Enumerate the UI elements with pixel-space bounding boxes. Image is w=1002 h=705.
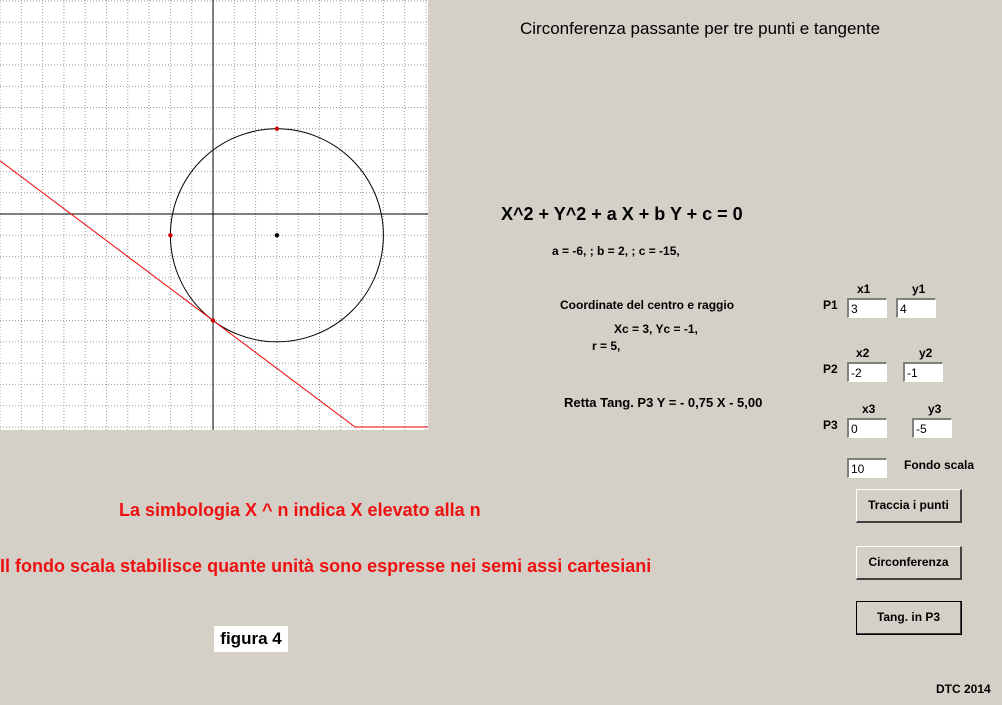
credit-text: DTC 2014 [936, 682, 991, 696]
p2-label: P2 [823, 362, 838, 376]
x2-input[interactable]: -2 [847, 362, 887, 382]
x3-label: x3 [862, 402, 876, 416]
radius-readout: r = 5, [592, 339, 621, 353]
p1-label: P1 [823, 298, 838, 312]
scale-info-note: Il fondo scala stabilisce quante unità sono espresse nei semi assi cartesiani [0, 556, 652, 576]
figure-label: figura 4 [214, 626, 288, 652]
x1-input[interactable]: 3 [847, 298, 887, 318]
plot-points-button[interactable]: Traccia i punti [856, 489, 962, 523]
x2-label: x2 [856, 346, 870, 360]
y3-input[interactable]: -5 [912, 418, 952, 438]
y2-label: y2 [919, 346, 933, 360]
coefficients-readout: a = -6, ; b = 2, ; c = -15, [552, 244, 680, 258]
y2-input[interactable]: -1 [903, 362, 943, 382]
tangent-line [0, 161, 355, 427]
x1-label: x1 [857, 282, 871, 296]
tangent-button[interactable]: Tang. in P3 [856, 601, 962, 635]
center-readout: Xc = 3, Yc = -1, [614, 322, 698, 336]
center-point [275, 233, 279, 237]
general-equation: X^2 + Y^2 + a X + b Y + c = 0 [501, 204, 743, 224]
scale-input[interactable]: 10 [847, 458, 887, 478]
point-p1 [275, 127, 279, 131]
plot-canvas [0, 0, 428, 430]
center-radius-heading: Coordinate del centro e raggio [560, 298, 735, 312]
x3-input[interactable]: 0 [847, 418, 887, 438]
tangent-readout: Retta Tang. P3 Y = - 0,75 X - 5,00 [564, 395, 763, 410]
symbology-note: La simbologia X ^ n indica X elevato alla n [119, 500, 481, 520]
scale-label: Fondo scala [904, 458, 975, 472]
cartesian-plot [0, 0, 428, 430]
y1-input[interactable]: 4 [896, 298, 936, 318]
circle-button[interactable]: Circonferenza [856, 546, 962, 580]
point-p2 [168, 233, 172, 237]
page-title: Circonferenza passante per tre punti e tangente [520, 19, 881, 38]
y1-label: y1 [912, 282, 926, 296]
point-p3 [211, 318, 215, 322]
y3-label: y3 [928, 402, 942, 416]
p3-label: P3 [823, 418, 838, 432]
